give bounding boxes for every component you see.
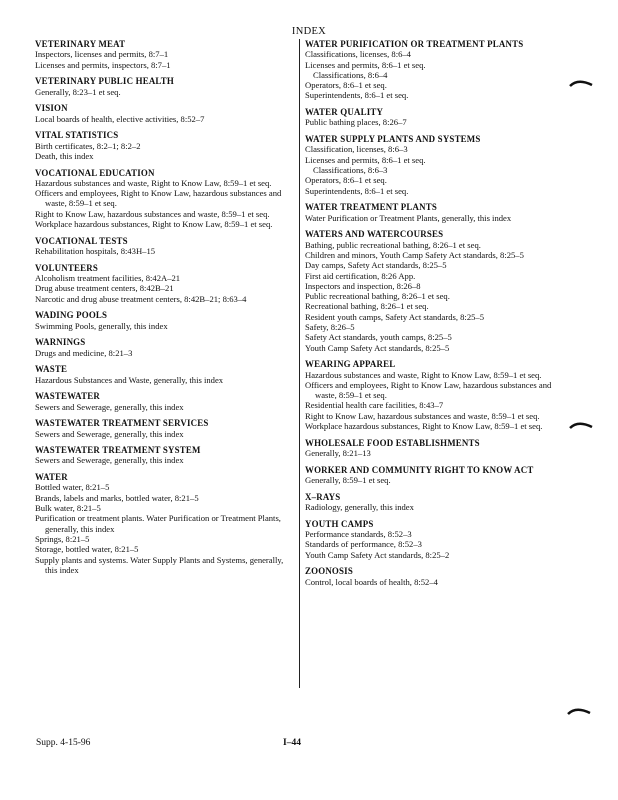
index-entry [35, 391, 293, 412]
index-heading: WATER SUPPLY PLANTS AND SYSTEMS [305, 134, 481, 145]
index-subentry: Classifications, licenses, 8:6–4 [305, 49, 411, 60]
index-subentry: Bulk water, 8:21–5 [35, 503, 101, 514]
index-subentry: Local boards of health, elective activities, 8:52–7 [35, 113, 205, 124]
index-subentry: Licenses and permits, 8:6–1 et seq. [305, 154, 426, 165]
index-heading: X–RAYS [305, 491, 341, 502]
index-heading: WASTE [35, 364, 68, 375]
index-subentry: Generally, 8:21–13 [305, 448, 371, 459]
index-subentry: Drugs and medicine, 8:21–3 [35, 347, 133, 358]
index-subentry: Inspectors and inspection, 8:26–8 [305, 280, 421, 291]
index-subentry: Public bathing places, 8:26–7 [305, 117, 407, 128]
index-subentry: Officers and employees, Right to Know Law, hazardous substances and waste, 8:59–1 et seq. [35, 188, 282, 209]
index-heading: VOCATIONAL TESTS [35, 235, 128, 246]
page-number: I–44 [283, 738, 301, 748]
index-entry [305, 134, 570, 196]
index-subentry: Licenses and permits, inspectors, 8:7–1 [35, 59, 171, 70]
index-subentry: Superintendents, 8:6–1 et seq. [305, 90, 409, 101]
index-subentry: Storage, bottled water, 8:21–5 [35, 544, 139, 555]
index-subentry: Generally, 8:23–1 et seq. [35, 86, 121, 97]
index-subentry: Springs, 8:21–5 [35, 533, 90, 544]
index-entry [305, 39, 570, 101]
index-subentry: Officers and employees, Right to Know Law, hazardous substances and waste, 8:59–1 et seq. [305, 379, 552, 401]
index-entry [305, 566, 570, 587]
index-entry [35, 418, 293, 439]
index-subentry: Bathing, public recreational bathing, 8:26–1 et seq. [305, 239, 481, 250]
index-entry [35, 310, 293, 331]
index-subentry: Classifications, 8:6–3 [313, 165, 388, 176]
index-subentry: Youth Camp Safety Act standards, 8:25–5 [305, 342, 450, 353]
index-subentry: Resident youth camps, Safety Act standards, 8:25–5 [305, 311, 485, 322]
index-entry [305, 465, 570, 486]
index-subentry: Water Purification or Treatment Plants, generally, this index [305, 212, 512, 223]
index-subentry: First aid certification, 8:26 App. [305, 270, 416, 281]
index-subentry: Recreational bathing, 8:26–1 et seq. [305, 301, 429, 312]
index-entry [305, 438, 570, 459]
index-heading: WHOLESALE FOOD ESTABLISHMENTS [305, 437, 480, 448]
index-subentry: Death, this index [35, 150, 94, 161]
index-subentry: Right to Know Law, hazardous substances and waste, 8:59–1 et seq. [35, 208, 270, 219]
index-entry [35, 263, 293, 304]
index-column-left [35, 39, 293, 582]
index-entry [305, 519, 570, 560]
index-subentry: Brands, labels and marks, bottled water, 8:21–5 [35, 492, 199, 503]
index-subentry: Children and minors, Youth Camp Safety Act standards, 8:25–5 [305, 249, 524, 260]
index-heading: VOLUNTEERS [35, 262, 98, 273]
index-heading: WARNINGS [35, 337, 86, 348]
index-entry [35, 76, 293, 97]
index-subentry: Public recreational bathing, 8:26–1 et seq. [305, 291, 450, 302]
index-subentry: Day camps, Safety Act standards, 8:25–5 [305, 260, 447, 271]
index-heading: WATER [35, 472, 68, 483]
index-subentry: Standards of performance, 8:52–3 [305, 539, 422, 550]
index-heading: WATER TREATMENT PLANTS [305, 202, 437, 213]
index-heading: WATERS AND WATERCOURSES [305, 229, 444, 240]
index-entry [35, 168, 293, 230]
index-entry [35, 130, 293, 161]
index-heading: WATER QUALITY [305, 107, 384, 118]
index-heading: WASTEWATER TREATMENT SERVICES [35, 418, 209, 429]
index-heading: ZOONOSIS [305, 566, 353, 577]
index-entry [305, 107, 570, 128]
index-subentry: Sewers and Sewerage, generally, this index [35, 428, 184, 439]
index-subentry: Radiology, generally, this index [305, 502, 414, 512]
index-subentry: Supply plants and systems. Water Supply Plants and Systems, generally, this index [35, 554, 284, 575]
index-subentry: Superintendents, 8:6–1 et seq. [305, 185, 409, 196]
index-entry [305, 359, 570, 431]
index-heading: VOCATIONAL EDUCATION [35, 167, 155, 178]
index-subentry: Classifications, 8:6–4 [313, 69, 388, 80]
index-subentry: Operators, 8:6–1 et seq. [305, 80, 387, 91]
index-entry [35, 364, 293, 385]
index-subentry: Right to Know Law, hazardous substances and waste, 8:59–1 et seq. [305, 410, 540, 421]
index-subentry: Control, local boards of health, 8:52–4 [305, 576, 438, 587]
index-subentry: Licenses and permits, 8:6–1 et seq. [305, 59, 426, 70]
index-entry [305, 492, 570, 513]
index-subentry: Purification or treatment plants. Water Purification or Treatment Plants, generally, this index [35, 513, 281, 534]
index-heading: WATER PURIFICATION OR TREATMENT PLANTS [305, 39, 524, 49]
index-entry [35, 103, 293, 124]
index-heading: WADING POOLS [35, 310, 108, 321]
index-entry [35, 39, 293, 70]
index-heading: VITAL STATISTICS [35, 130, 119, 141]
index-entry [35, 445, 293, 466]
index-subentry: Hazardous substances and waste, Right to Know Law, 8:59–1 et seq. [35, 177, 272, 188]
margin-mark-decoration [568, 78, 594, 88]
page-header: INDEX [291, 26, 327, 37]
index-entry [305, 202, 570, 223]
index-subentry: Inspectors, licenses and permits, 8:7–1 [35, 49, 169, 60]
supplement-date: Supp. 4-15-96 [36, 738, 91, 748]
index-subentry: Sewers and Sewerage, generally, this index [35, 401, 184, 412]
index-subentry: Youth Camp Safety Act standards, 8:25–2 [305, 549, 450, 560]
index-heading: VETERINARY MEAT [35, 39, 126, 49]
index-subentry: Sewers and Sewerage, generally, this index [35, 455, 184, 466]
index-entry [305, 229, 570, 353]
index-subentry: Rehabilitation hospitals, 8:43H–15 [35, 246, 156, 256]
column-divider [299, 39, 300, 688]
margin-mark-decoration [566, 706, 592, 716]
index-subentry: Performance standards, 8:52–3 [305, 528, 412, 539]
index-heading: WASTEWATER [35, 391, 100, 402]
index-heading: VISION [35, 103, 68, 114]
index-subentry: Classification, licenses, 8:6–3 [305, 144, 408, 155]
index-subentry: Swimming Pools, generally, this index [35, 320, 168, 331]
index-entry [35, 472, 293, 575]
index-subentry: Safety Act standards, youth camps, 8:25–5 [305, 332, 452, 343]
index-subentry: Drug abuse treatment centers, 8:42B–21 [35, 283, 174, 294]
margin-mark-decoration [568, 420, 594, 430]
index-subentry: Bottled water, 8:21–5 [35, 482, 110, 493]
index-subentry: Operators, 8:6–1 et seq. [305, 175, 387, 186]
index-subentry: Alcoholism treatment facilities, 8:42A–21 [35, 272, 181, 283]
index-entry [35, 337, 293, 358]
index-subentry: Residential health care facilities, 8:43–7 [305, 400, 444, 411]
index-subentry: Hazardous substances and waste, Right to Know Law, 8:59–1 et seq. [305, 369, 542, 380]
index-subentry: Workplace hazardous substances, Right to Know Law, 8:59–1 et seq. [305, 421, 543, 432]
index-subentry: Safety, 8:26–5 [305, 321, 355, 332]
index-heading: WORKER AND COMMUNITY RIGHT TO KNOW ACT [305, 464, 534, 475]
index-heading: YOUTH CAMPS [305, 518, 374, 529]
index-subentry: Workplace hazardous substances, Right to Know Law, 8:59–1 et seq. [35, 219, 273, 230]
index-subentry: Birth certificates, 8:2–1; 8:2–2 [35, 140, 141, 151]
index-subentry: Hazardous Substances and Waste, generally, this index [35, 374, 224, 385]
index-heading: WASTEWATER TREATMENT SYSTEM [35, 445, 201, 456]
index-subentry: Generally, 8:59–1 et seq. [305, 475, 391, 486]
index-subentry: Narcotic and drug abuse treatment centers, 8:42B–21; 8:63–4 [35, 293, 247, 304]
index-heading: VETERINARY PUBLIC HEALTH [35, 76, 174, 87]
index-heading: WEARING APPAREL [305, 359, 396, 370]
index-entry [35, 236, 293, 257]
index-column-right [305, 39, 570, 593]
